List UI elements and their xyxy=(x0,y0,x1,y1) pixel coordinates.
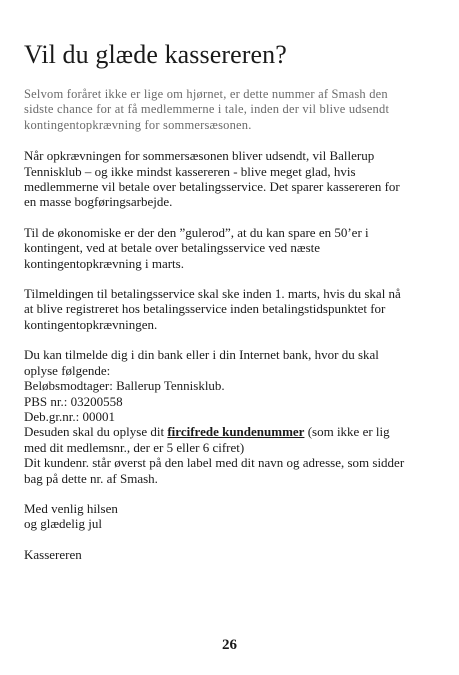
signature-text: Kassereren xyxy=(24,546,82,562)
pbs-number-line: PBS nr.: 03200558 xyxy=(24,393,123,409)
text-line: Tennisklub – og ikke mindst kassereren - blive meget glad, hvis xyxy=(24,163,356,179)
text-line: kontingentopkrævning i marts. xyxy=(24,255,184,271)
text-line: og glædelig jul xyxy=(24,516,102,532)
paragraph-bank-info xyxy=(24,347,444,486)
text-line: bag på dette nr. af Smash. xyxy=(24,470,158,486)
text-line: Selvom foråret ikke er lige om hjørnet, er dette nummer af Smash den xyxy=(24,87,388,101)
signature xyxy=(24,547,444,562)
kundenummer-emphasis: fircifrede kundenummer xyxy=(167,424,305,440)
text-line: Når opkrævningen for sommersæsonen bliver udsendt, vil Ballerup xyxy=(24,148,375,164)
text-line: medlemmerne vil betale over betalingsservice. Det sparer kassereren for xyxy=(24,179,400,195)
beloebsmodtager-line: Beløbsmodtager: Ballerup Tennisklub. xyxy=(24,378,225,394)
closing-greeting xyxy=(24,501,444,532)
kundenummer-line xyxy=(24,424,444,439)
intro-paragraph xyxy=(24,87,444,133)
text-line: en masse bogføringsarbejde. xyxy=(24,194,173,210)
text-line: at blive registreret hos betalingsservice inden betalingstidspunktet for xyxy=(24,301,386,317)
text-segment: Desuden skal du oplyse dit xyxy=(24,424,168,440)
text-line: Med venlig hilsen xyxy=(24,500,118,516)
text-line: kontingent, ved at betale over betalingsservice ved næste xyxy=(24,240,321,256)
text-line: kontingentopkrævning for sommersæsonen. xyxy=(24,117,252,132)
paragraph-gulerod xyxy=(24,225,444,271)
text-line: sidste chance for at få medlemmerne i tale, inden der vil blive udsendt xyxy=(24,102,390,117)
text-line: Tilmeldingen til betalingsservice skal ske inden 1. marts, hvis du skal nå xyxy=(24,286,401,302)
text-line: Dit kundenr. står øverst på den label med dit navn og adresse, som sidder xyxy=(24,455,405,471)
text-segment: (som ikke er lig xyxy=(304,424,390,440)
text-line: Du kan tilmelde dig i din bank eller i din Internet bank, hvor du skal xyxy=(24,347,379,363)
paragraph-tilmelding xyxy=(24,286,444,332)
article-body xyxy=(24,87,444,577)
page-title: Vil du glæde kassereren? xyxy=(24,40,287,69)
page-number: 26 xyxy=(222,637,237,653)
text-line: Til de økonomiske er der den ”gulerod”, at du kan spare en 50’er i xyxy=(24,224,369,240)
text-line: med dit medlemsnr., der er 5 eller 6 cifret) xyxy=(24,439,245,455)
text-line: oplyse følgende: xyxy=(24,362,111,378)
text-line: kontingentopkrævningen. xyxy=(24,316,158,332)
debitor-group-line: Deb.gr.nr.: 00001 xyxy=(24,408,115,424)
paragraph-betalingsservice xyxy=(24,148,444,210)
